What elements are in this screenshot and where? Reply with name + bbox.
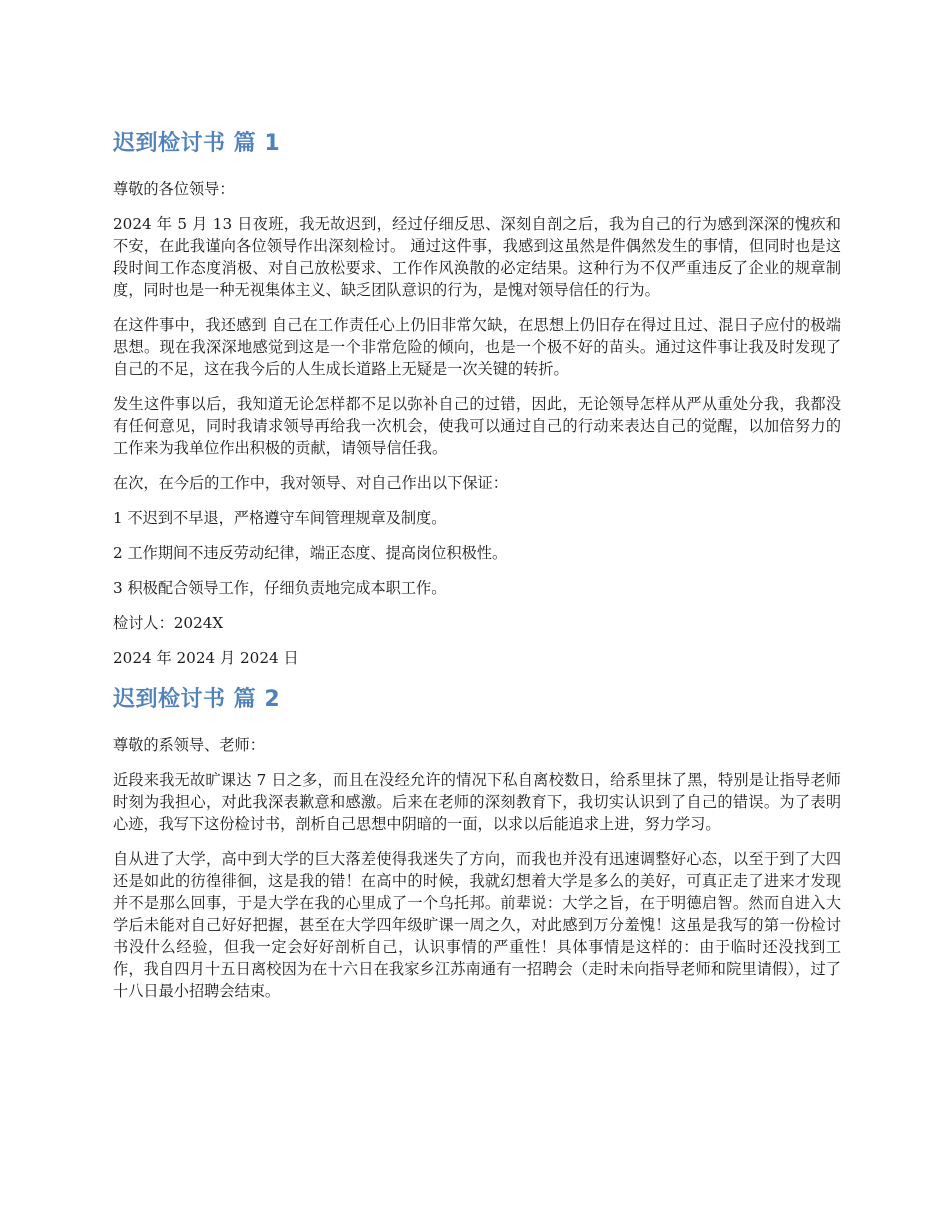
body-paragraph: 自从进了大学，高中到大学的巨大落差使得我迷失了方向，而我也并没有迅速调整好心态，以至于到了大四还是如此的彷徨徘徊，这是我的错！在高中的时候，我就幻想着大学是多么的美好，可真正走了进来才发现并不是那么回事，于是大学在我的心里成了一个乌托邦。前辈说：大学之旨，在于明德启智。然而自进入大学后未能对自己好好把握，甚至在大学四年级旷课一周之久，对此感到万分羞愧！这虽是我写的第一份检讨书没什么经验，但我一定会好好剖析自己，认识事情的严重性！具体事情是这样的：由于临时还没找到工作，我自四月十五日离校因为在十六日在我家乡江苏南通有一招聘会（走时未向指导老师和院里请假），过了十八日最小招聘会结束。 (113, 850, 841, 1000)
salutation: 尊敬的系领导、老师： (113, 736, 265, 754)
section-1 (113, 126, 841, 669)
body-paragraph: 近段来我无故旷课达 7 日之多，而且在没经允许的情况下私自离校数日，给系里抹了黑，特别是让指导老师时刻为我担心，对此我深表歉意和感激。后来在老师的深刻教育下，我切实认识到了自己的错误。为了表明心迹，我写下这份检讨书，剖析自己思想中阴暗的一面，以求以后能追求上进，努力学习。 (113, 771, 841, 833)
salutation: 尊敬的各位领导： (113, 180, 235, 198)
body-paragraph: 2024 年 5 月 13 日夜班，我无故迟到，经过仔细反思、深刻自剖之后，我为自己的行为感到深深的愧疚和不安，在此我谨向各位领导作出深刻检讨。 通过这件事，我感到这虽然是件偶然发生的事情，但同时也是这段时间工作态度消极、对自己放松要求、工作作风涣散的必定结果。这种行为不仅严重违反了企业的规章制度，同时也是一种无视集体主义、缺乏团队意识的行为，是愧对领导信任的行为。 (113, 215, 841, 299)
section-2 (113, 682, 841, 1002)
section-title: 迟到检讨书 篇 2 (113, 687, 281, 712)
body-paragraph: 发生这件事以后，我知道无论怎样都不足以弥补自己的过错，因此，无论领导怎样从严从重处分我，我都没有任何意见，同时我请求领导再给我一次机会，使我可以通过自己的行动来表达自己的觉醒，以加倍努力的工作来为我单位作出积极的贡献，请领导信任我。 (113, 395, 841, 457)
signature-line: 检讨人：2024X (113, 614, 224, 632)
pledge-item: 2 工作期间不违反劳动纪律，端正态度、提高岗位积极性。 (113, 544, 508, 562)
body-paragraph: 在次，在今后的工作中，我对领导、对自己作出以下保证： (113, 474, 508, 492)
document-page (113, 126, 841, 1015)
date-line: 2024 年 2024 月 2024 日 (113, 649, 299, 667)
body-paragraph: 在这件事中，我还感到 自己在工作责任心上仍旧非常欠缺，在思想上仍旧存在得过且过、混日子应付的极端思想。现在我深深地感觉到这是一个非常危险的倾向，也是一个极不好的苗头。通过这件事让我及时发现了自己的不足，这在我今后的人生成长道路上无疑是一次关键的转折。 (113, 316, 841, 378)
pledge-item: 1 不迟到不早退，严格遵守车间管理规章及制度。 (113, 509, 447, 527)
section-title: 迟到检讨书 篇 1 (113, 131, 281, 156)
pledge-item: 3 积极配合领导工作，仔细负责地完成本职工作。 (113, 579, 447, 597)
